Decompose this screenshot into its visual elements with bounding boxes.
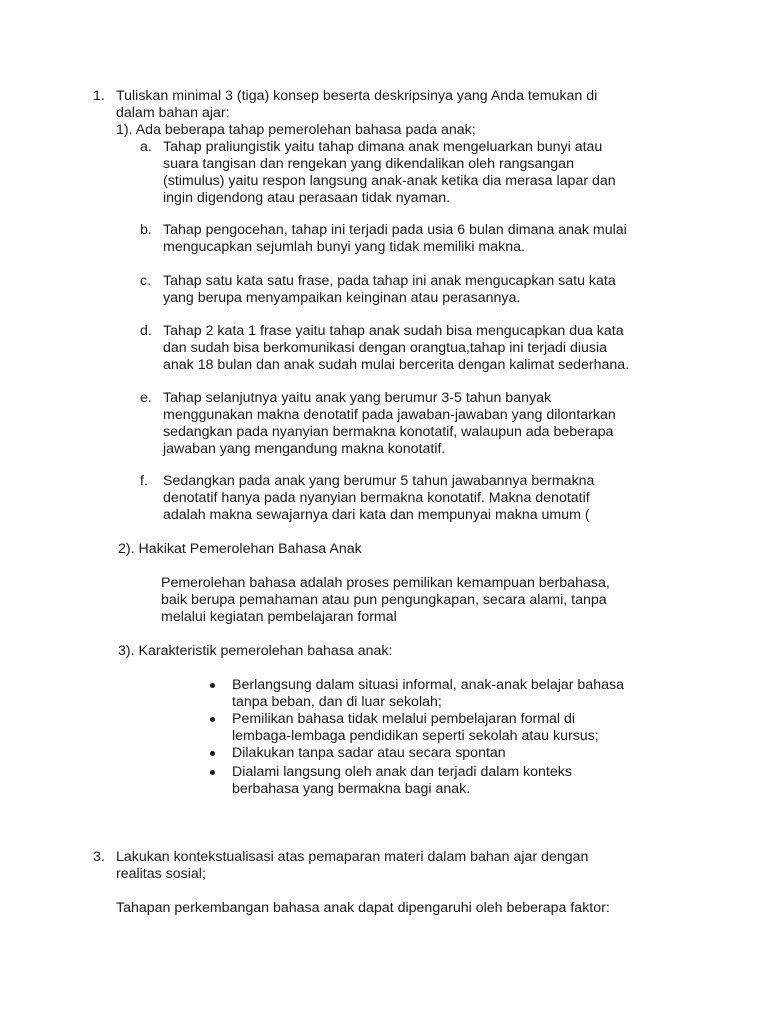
text-line: Sedangkan pada anak yang berumur 5 tahun jawabannya bermakna bbox=[163, 473, 595, 489]
concept-2-heading bbox=[118, 541, 362, 558]
item-3-question bbox=[116, 849, 588, 883]
text-line: sedangkan pada nyanyian bermakna konotatif, walaupun ada beberapa bbox=[163, 424, 614, 440]
text-line: Tuliskan minimal 3 (tiga) konsep beserta deskripsinya yang Anda temukan di bbox=[116, 88, 598, 104]
text-line: anak 18 bulan dan anak sudah mulai bercerita dengan kalimat sederhana. bbox=[163, 357, 630, 373]
stage-d-marker: d. bbox=[140, 323, 152, 339]
stage-c-marker: c. bbox=[140, 273, 152, 289]
bullet-item bbox=[232, 764, 572, 798]
text-line: realitas sosial; bbox=[116, 866, 206, 882]
concept-2-paragraph bbox=[161, 575, 610, 626]
text-line: jawaban yang mengandung makna konotatif. bbox=[163, 441, 446, 457]
text-line: melalui kegiatan pembelajaran formal bbox=[161, 609, 397, 625]
text-line: 2). Hakikat Pemerolehan Bahasa Anak bbox=[118, 541, 362, 557]
text-line: Tahap selanjutnya yaitu anak yang berumur 3-5 tahun banyak bbox=[163, 390, 552, 406]
stage-a-text bbox=[163, 139, 616, 207]
text-line: baik berupa pemahaman atau pun pengungkapan, secara alami, tanpa bbox=[161, 592, 607, 608]
text-line: Tahap 2 kata 1 frase yaitu tahap anak sudah bisa mengucapkan dua kata bbox=[163, 323, 624, 339]
stage-f-marker: f. bbox=[140, 473, 148, 489]
text-line: 1). Ada beberapa tahap pemerolehan bahasa pada anak; bbox=[116, 122, 476, 138]
text-line: berbahasa yang bermakna bagi anak. bbox=[232, 781, 471, 797]
text-line: Pemerolehan bahasa adalah proses pemilikan kemampuan berbahasa, bbox=[161, 575, 610, 591]
item-3-answer bbox=[116, 900, 610, 917]
item-1-number: 1. bbox=[93, 88, 105, 104]
text-line: Dilakukan tanpa sadar atau secara spontan bbox=[232, 745, 506, 761]
text-line: Tahap pengocehan, tahap ini terjadi pada usia 6 bulan dimana anak mulai bbox=[163, 222, 627, 238]
text-line: (stimulus) yaitu respon langsung anak-anak ketika dia merasa lapar dan bbox=[163, 173, 616, 189]
stage-c-text bbox=[163, 273, 616, 307]
text-line: Tahapan perkembangan bahasa anak dapat dipengaruhi oleh beberapa faktor: bbox=[116, 900, 610, 916]
text-line: menggunakan makna denotatif pada jawaban-jawaban yang dilontarkan bbox=[163, 407, 616, 423]
text-line: adalah makna sewajarnya dari kata dan mempunyai makna umum ( bbox=[163, 507, 590, 523]
stage-f-text bbox=[163, 473, 594, 524]
bullet-icon bbox=[210, 770, 215, 775]
text-line: Tahap praliungistik yaitu tahap dimana anak mengeluarkan bunyi atau bbox=[163, 139, 603, 155]
text-line: tanpa beban, dan di luar sekolah; bbox=[232, 694, 442, 710]
stage-e-marker: e. bbox=[140, 390, 152, 406]
text-line: dalam bahan ajar: bbox=[116, 105, 230, 121]
text-line: Tahap satu kata satu frase, pada tahap ini anak mengucapkan satu kata bbox=[163, 273, 616, 289]
text-line: denotatif hanya pada nyanyian bermakna konotatif. Makna denotatif bbox=[163, 490, 590, 506]
bullet-icon bbox=[210, 751, 215, 756]
concept-3-heading bbox=[118, 643, 392, 660]
bullet-icon bbox=[210, 683, 215, 688]
item-1-question bbox=[116, 88, 597, 122]
bullet-item bbox=[232, 711, 599, 745]
stage-e-text bbox=[163, 390, 616, 458]
text-line: Pemilikan bahasa tidak melalui pembelajaran formal di bbox=[232, 711, 576, 727]
text-line: ingin digendong atau perasaan tidak nyaman. bbox=[163, 190, 451, 206]
text-line: Berlangsung dalam situasi informal, anak-anak belajar bahasa bbox=[232, 677, 624, 693]
text-line: suara tangisan dan rengekan yang dikendalikan oleh rangsangan bbox=[163, 156, 574, 172]
bullet-item bbox=[232, 677, 624, 711]
item-3-number: 3. bbox=[93, 849, 105, 865]
stage-b-text bbox=[163, 222, 627, 256]
bullet-item bbox=[232, 745, 506, 762]
text-line: Lakukan kontekstualisasi atas pemaparan materi dalam bahan ajar dengan bbox=[116, 849, 589, 865]
stage-b-marker: b. bbox=[140, 222, 152, 238]
text-line: Dialami langsung oleh anak dan terjadi dalam konteks bbox=[232, 764, 572, 780]
text-line: 3). Karakteristik pemerolehan bahasa anak: bbox=[118, 643, 393, 659]
text-line: dan sudah bisa berkomunikasi dengan orangtua,tahap ini terjadi diusia bbox=[163, 340, 608, 356]
text-line: yang berupa menyampaikan keinginan atau perasannya. bbox=[163, 290, 521, 306]
stage-a-marker: a. bbox=[140, 139, 152, 155]
bullet-icon bbox=[210, 717, 215, 722]
concept-1-heading bbox=[116, 122, 476, 139]
text-line: mengucapkan sejumlah bunyi yang tidak memiliki makna. bbox=[163, 239, 525, 255]
stage-d-text bbox=[163, 323, 629, 374]
text-line: lembaga-lembaga pendidikan seperti sekolah atau kursus; bbox=[232, 728, 599, 744]
